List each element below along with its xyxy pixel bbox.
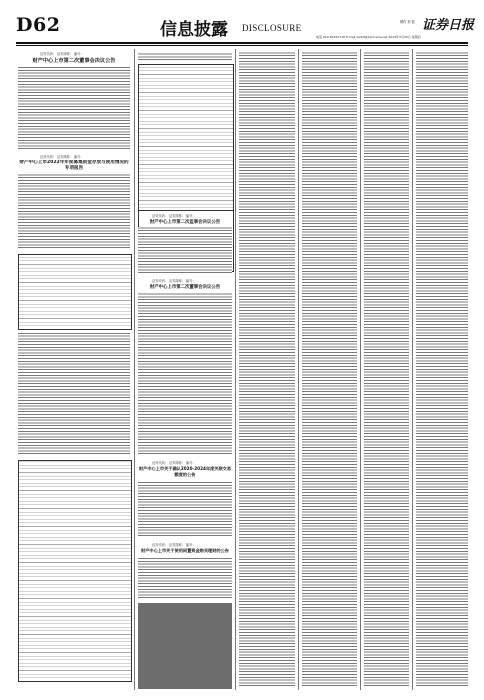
announcement-body: [138, 556, 232, 600]
column-divider: [235, 49, 236, 690]
header-rule-thin: [16, 45, 468, 46]
header-rule: [16, 42, 468, 44]
column-divider: [298, 49, 299, 690]
stock-line: 证券代码： 证券简称： 编号：: [152, 214, 196, 218]
stock-line: 证券代码： 证券简称： 编号：: [152, 461, 196, 465]
stock-line: 证券代码： 证券简称： 编号：: [40, 52, 84, 56]
section-title: 信息披露: [160, 20, 228, 40]
section-title-en: DISCLOSURE: [242, 23, 302, 33]
announcement-body: [138, 52, 232, 62]
contact-line: 电话 010-83251716 E-mail zqrb9@zqrb.sina.net 2023年3月30日 星期四: [316, 35, 421, 39]
announcement-body: [138, 227, 232, 275]
announcement-title: 财产中心上市第二次董事会决议公告: [149, 285, 221, 290]
column-divider: [360, 49, 361, 690]
editor-line: 制作 李 波: [400, 20, 415, 24]
column-divider: [134, 49, 135, 690]
data-table: [18, 254, 132, 330]
stock-line: 证券代码： 证券简称： 编号：: [40, 155, 84, 159]
page-number: D62: [16, 14, 61, 36]
announcement-body: [416, 52, 468, 688]
announcement-title: 财产中心上市第二次董事会决议公告: [32, 58, 116, 64]
announcement-title: 财产中心上市关于使用闲置资金购买理财的公告: [141, 548, 229, 553]
announcement-body: [138, 292, 232, 456]
announcement-title: 财产中心上市关于确认2020-2024年度关联交易额度的公告: [138, 466, 232, 477]
announcement-body: [18, 332, 130, 456]
data-table: [18, 460, 132, 682]
announcement-title: 财产中心上市2022年年度募集资金存放与使用情况的专项报告: [19, 160, 129, 171]
announcement-body: [138, 480, 232, 538]
stock-line: 证券代码： 证券简称： 编号：: [152, 279, 196, 283]
data-table: [138, 64, 234, 212]
announcement-body: [18, 174, 130, 250]
announcement-title: 财产中心上市第二次监事会决议公告: [149, 220, 221, 225]
announcement-body: [302, 52, 357, 688]
column-divider: [412, 49, 413, 690]
masthead: [0, 0, 484, 42]
announcement-body: [18, 65, 130, 151]
newspaper-logo: 证券日报: [422, 18, 475, 33]
announcement-body: [239, 52, 295, 688]
stock-line: 证券代码： 证券简称： 编号：: [152, 543, 196, 547]
announcement-body: [364, 52, 409, 688]
data-table-dark: [138, 603, 232, 689]
